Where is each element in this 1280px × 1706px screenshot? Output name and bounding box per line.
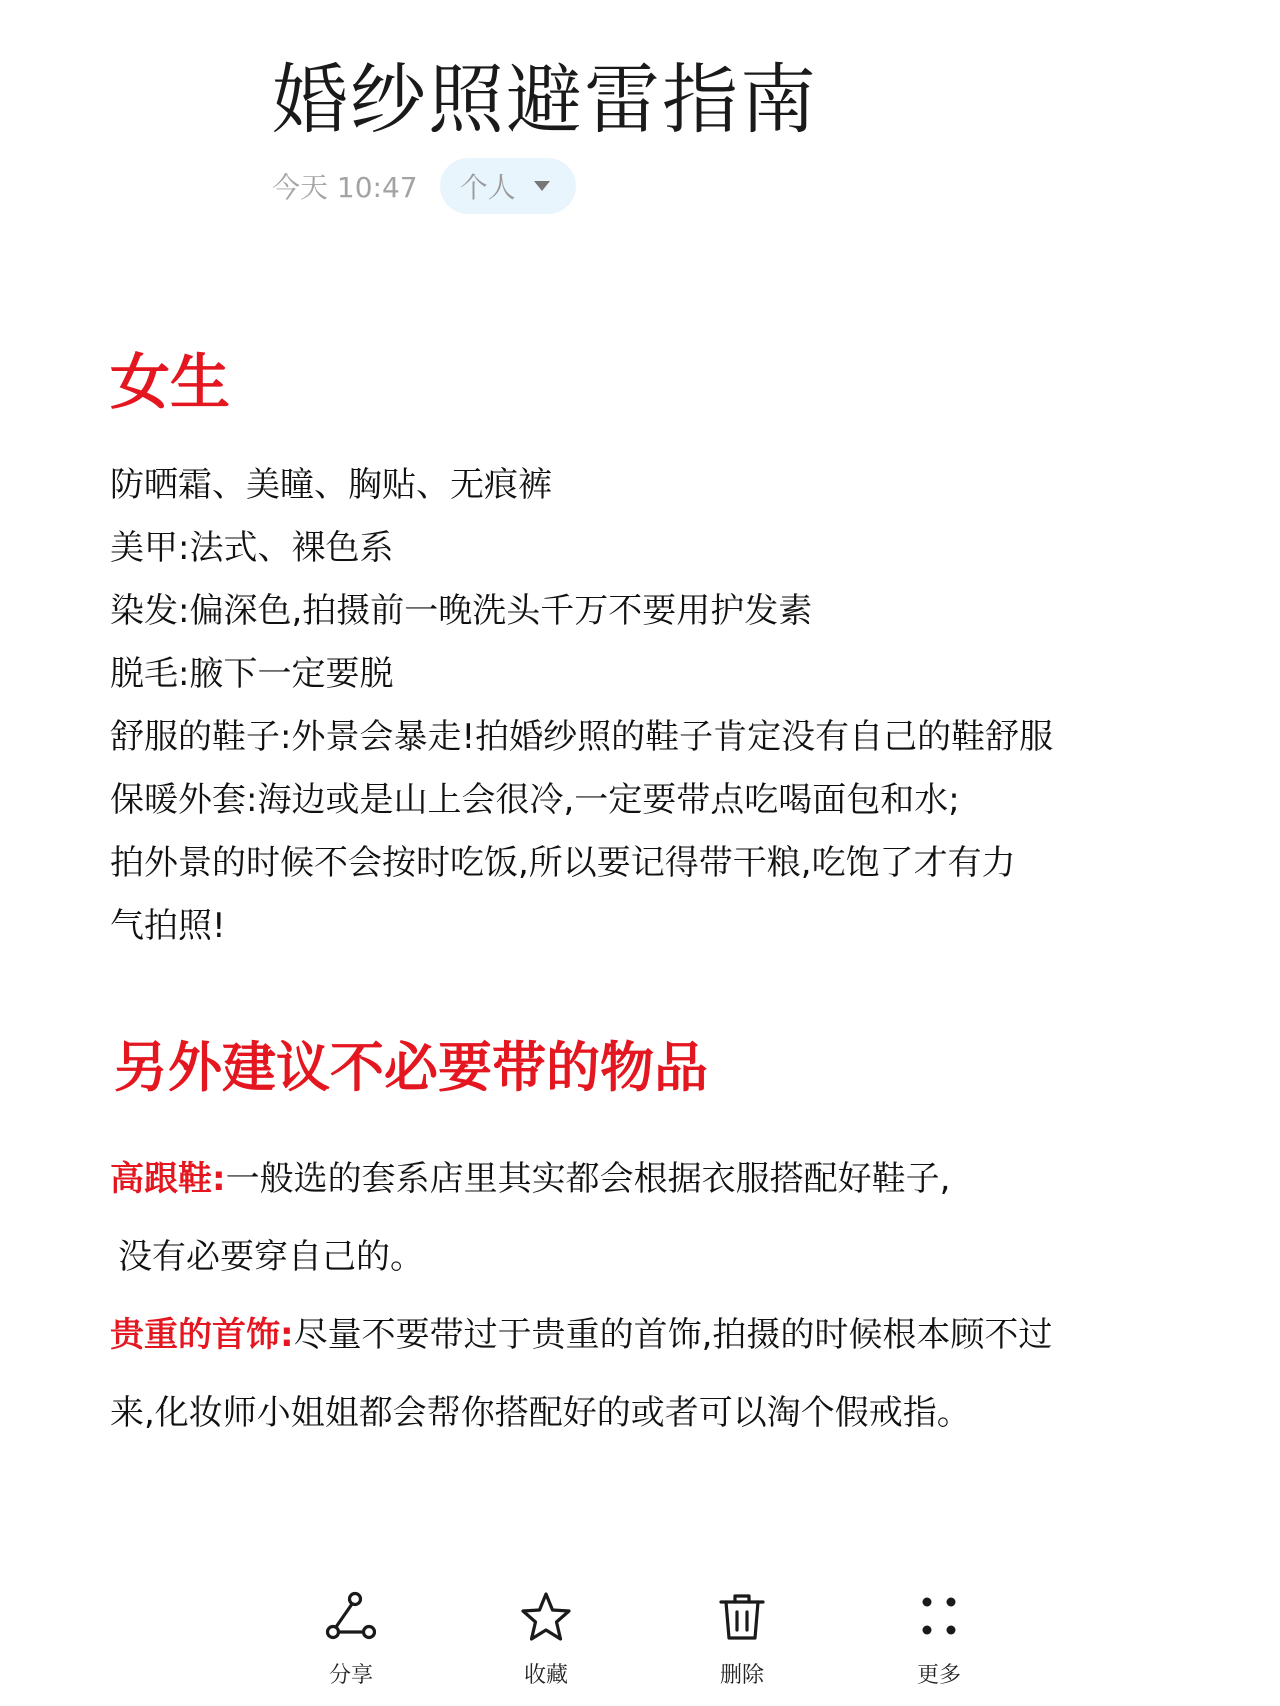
share-button[interactable] (291, 1590, 411, 1689)
list-line: 脱毛:腋下一定要脱 (110, 654, 394, 694)
female-checklist[interactable] (110, 454, 1190, 958)
list-line: 气拍照! (110, 906, 226, 946)
note-timestamp: 今天 10:47 (272, 171, 418, 204)
category-selector[interactable] (440, 158, 576, 214)
section-heading-female: 女生 (110, 348, 230, 418)
delete-button[interactable] (682, 1590, 802, 1689)
bottom-action-bar (0, 1590, 1280, 1700)
favorite-label: 收藏 (523, 1663, 568, 1688)
more-button[interactable] (879, 1590, 999, 1689)
caret-down-icon (534, 181, 550, 191)
more-label: 更多 (916, 1663, 961, 1688)
share-icon (323, 1590, 379, 1646)
note-title[interactable]: 婚纱照避雷指南 (272, 55, 818, 144)
favorite-button[interactable] (486, 1590, 606, 1689)
list-line: 染发:偏深色,拍摄前一晚洗头千万不要用护发素 (110, 591, 813, 631)
list-line: 保暖外套:海边或是山上会很冷,一定要带点吃喝面包和水; (110, 780, 960, 820)
category-label: 个人 (459, 171, 516, 204)
list-line: 美甲:法式、裸色系 (110, 528, 394, 568)
item-lead-jewelry: 贵重的首饰: (110, 1315, 294, 1355)
section-heading-unneeded: 另外建议不必要带的物品 (114, 1036, 708, 1099)
item-text: 一般选的套系店里其实都会根据衣服搭配好鞋子, (225, 1159, 951, 1199)
unneeded-items-list[interactable] (110, 1140, 1190, 1452)
more-dots-icon (911, 1590, 967, 1646)
star-icon (518, 1590, 574, 1646)
share-label: 分享 (328, 1663, 373, 1688)
list-line: 防晒霜、美瞳、胸贴、无痕裤 (110, 465, 552, 505)
delete-label: 删除 (719, 1663, 764, 1688)
item-continuation: 来,化妆师小姐姐都会帮你搭配好的或者可以淘个假戒指。 (110, 1393, 971, 1433)
note-meta (272, 158, 576, 214)
list-line: 舒服的鞋子:外景会暴走!拍婚纱照的鞋子肯定没有自己的鞋舒服 (110, 717, 1054, 757)
item-lead-high-heels: 高跟鞋: (110, 1159, 226, 1199)
item-continuation: 没有必要穿自己的。 (118, 1237, 424, 1277)
trash-icon (714, 1590, 770, 1646)
list-item (110, 1140, 1190, 1218)
item-text: 尽量不要带过于贵重的首饰,拍摄的时候根本顾不过 (293, 1315, 1053, 1355)
list-line: 拍外景的时候不会按时吃饭,所以要记得带干粮,吃饱了才有力 (110, 843, 1016, 883)
list-item (110, 1296, 1190, 1374)
